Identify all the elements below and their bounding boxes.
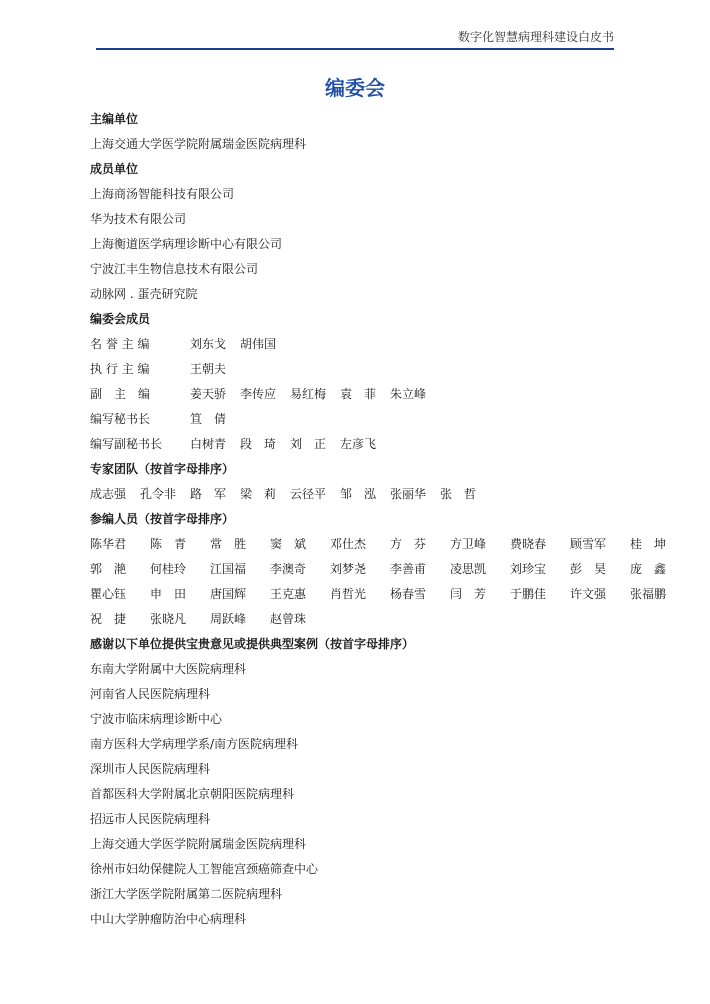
thanks-unit-item: 浙江大学医学院附属第二医院病理科 — [90, 887, 283, 901]
person-name: 孔令非 — [140, 487, 177, 501]
person-name: 窦 斌 — [270, 537, 307, 551]
organization-item: 上海交通大学医学院附属瑞金医院病理科 — [90, 137, 307, 151]
person-name: 梁 莉 — [240, 487, 277, 501]
member-unit-item: 宁波江丰生物信息技术有限公司 — [90, 262, 259, 276]
section-heading-participants: 参编人员（按首字母排序） — [90, 512, 235, 526]
member-unit-item: 动脉网 . 蛋壳研究院 — [90, 287, 198, 301]
person-name: 瞿心钰 — [90, 587, 127, 601]
participant-row — [90, 557, 667, 582]
committee-role: 执 行 主 编 — [90, 362, 150, 376]
person-name: 肖哲光 — [330, 587, 367, 601]
person-name: 于鹏佳 — [510, 587, 547, 601]
person-name: 成志强 — [90, 487, 127, 501]
person-name: 顾雪军 — [570, 537, 607, 551]
thanks-unit-item: 南方医科大学病理学系/南方医院病理科 — [90, 737, 299, 751]
person-name: 申 田 — [150, 587, 187, 601]
committee-row — [90, 332, 630, 357]
thanks-unit-item: 招远市人民医院病理科 — [90, 812, 211, 826]
committee-role: 名 誉 主 编 — [90, 337, 150, 351]
person-name: 桂 坤 — [630, 537, 667, 551]
participant-row — [90, 582, 667, 607]
thanks-unit-item: 徐州市妇幼保健院人工智能宫颈癌筛查中心 — [90, 862, 319, 876]
person-name: 张丽华 — [390, 487, 427, 501]
person-name: 邹 泓 — [340, 487, 377, 501]
committee-role: 编写副秘书长 — [90, 437, 163, 451]
thanks-unit-item: 上海交通大学医学院附属瑞金医院病理科 — [90, 837, 307, 851]
thanks-unit-item: 河南省人民医院病理科 — [90, 687, 211, 701]
person-name: 刘珍宝 — [510, 562, 547, 576]
member-name: 刘 正 — [290, 437, 327, 451]
committee-row — [90, 357, 630, 382]
committee-role: 编写秘书长 — [90, 412, 151, 426]
thanks-unit-item: 宁波市临床病理诊断中心 — [90, 712, 223, 726]
person-name: 方 芬 — [390, 537, 427, 551]
committee-row — [90, 407, 630, 432]
person-name: 闫 芳 — [450, 587, 487, 601]
committee-role: 副 主 编 — [90, 387, 151, 401]
member-name: 易红梅 — [290, 387, 327, 401]
person-name: 江国福 — [210, 562, 247, 576]
member-name: 朱立峰 — [390, 387, 427, 401]
person-name: 邓仕杰 — [330, 537, 367, 551]
person-name: 王克惠 — [270, 587, 307, 601]
section-heading-member-units: 成员单位 — [90, 162, 139, 176]
person-name: 杨春雪 — [390, 587, 427, 601]
person-name: 赵曾珠 — [270, 612, 307, 626]
thanks-unit-item: 深圳市人民医院病理科 — [90, 762, 211, 776]
page-title: 编委会 — [325, 76, 385, 100]
person-name: 云径平 — [290, 487, 327, 501]
person-name: 许文强 — [570, 587, 607, 601]
person-name: 路 军 — [190, 487, 227, 501]
person-name: 庞 鑫 — [630, 562, 667, 576]
committee-row — [90, 432, 630, 457]
thanks-unit-item: 中山大学肿瘤防治中心病理科 — [90, 912, 247, 926]
section-heading-thanks: 感谢以下单位提供宝贵意见或提供典型案例（按首字母排序） — [90, 637, 415, 651]
member-unit-item: 华为技术有限公司 — [90, 212, 187, 226]
person-name: 陈华君 — [90, 537, 127, 551]
person-name: 陈 青 — [150, 537, 187, 551]
page-content — [90, 107, 667, 932]
member-name: 笪 倩 — [190, 412, 227, 426]
member-name: 胡伟国 — [240, 337, 277, 351]
member-name: 李传应 — [240, 387, 277, 401]
person-name: 方卫峰 — [450, 537, 487, 551]
person-name: 祝 捷 — [90, 612, 127, 626]
section-heading-committee: 编委会成员 — [90, 312, 151, 326]
member-name: 王朝夫 — [190, 362, 227, 376]
person-name: 费晓春 — [510, 537, 547, 551]
person-name: 周跃峰 — [210, 612, 247, 626]
person-name: 彭 昊 — [570, 562, 607, 576]
person-name: 何桂玲 — [150, 562, 187, 576]
participant-row — [90, 532, 667, 557]
member-name: 刘东戈 — [190, 337, 227, 351]
member-unit-item: 上海衡道医学病理诊断中心有限公司 — [90, 237, 283, 251]
expert-row — [90, 482, 630, 507]
person-name: 郭 滟 — [90, 562, 127, 576]
thanks-unit-item: 东南大学附属中大医院病理科 — [90, 662, 247, 676]
person-name: 张晓凡 — [150, 612, 187, 626]
member-unit-item: 上海商汤智能科技有限公司 — [90, 187, 235, 201]
person-name: 刘梦尧 — [330, 562, 367, 576]
person-name: 常 胜 — [210, 537, 247, 551]
section-heading-experts: 专家团队（按首字母排序） — [90, 462, 235, 476]
member-name: 段 琦 — [240, 437, 277, 451]
person-name: 凌思凯 — [450, 562, 487, 576]
member-name: 姜天骄 — [190, 387, 227, 401]
person-name: 李澳奇 — [270, 562, 307, 576]
person-name: 张福鹏 — [630, 587, 667, 601]
section-heading-chief-unit: 主编单位 — [90, 112, 139, 126]
person-name: 张 哲 — [440, 487, 477, 501]
document-header-title: 数字化智慧病理科建设白皮书 — [457, 30, 614, 44]
committee-row — [90, 382, 630, 407]
member-name: 白树青 — [190, 437, 227, 451]
person-name: 唐国辉 — [210, 587, 247, 601]
participant-row — [90, 607, 630, 632]
member-name: 左彦飞 — [340, 437, 377, 451]
thanks-unit-item: 首都医科大学附属北京朝阳医院病理科 — [90, 787, 295, 801]
header-rule — [96, 48, 614, 50]
person-name: 李善甫 — [390, 562, 427, 576]
member-name: 袁 菲 — [340, 387, 377, 401]
